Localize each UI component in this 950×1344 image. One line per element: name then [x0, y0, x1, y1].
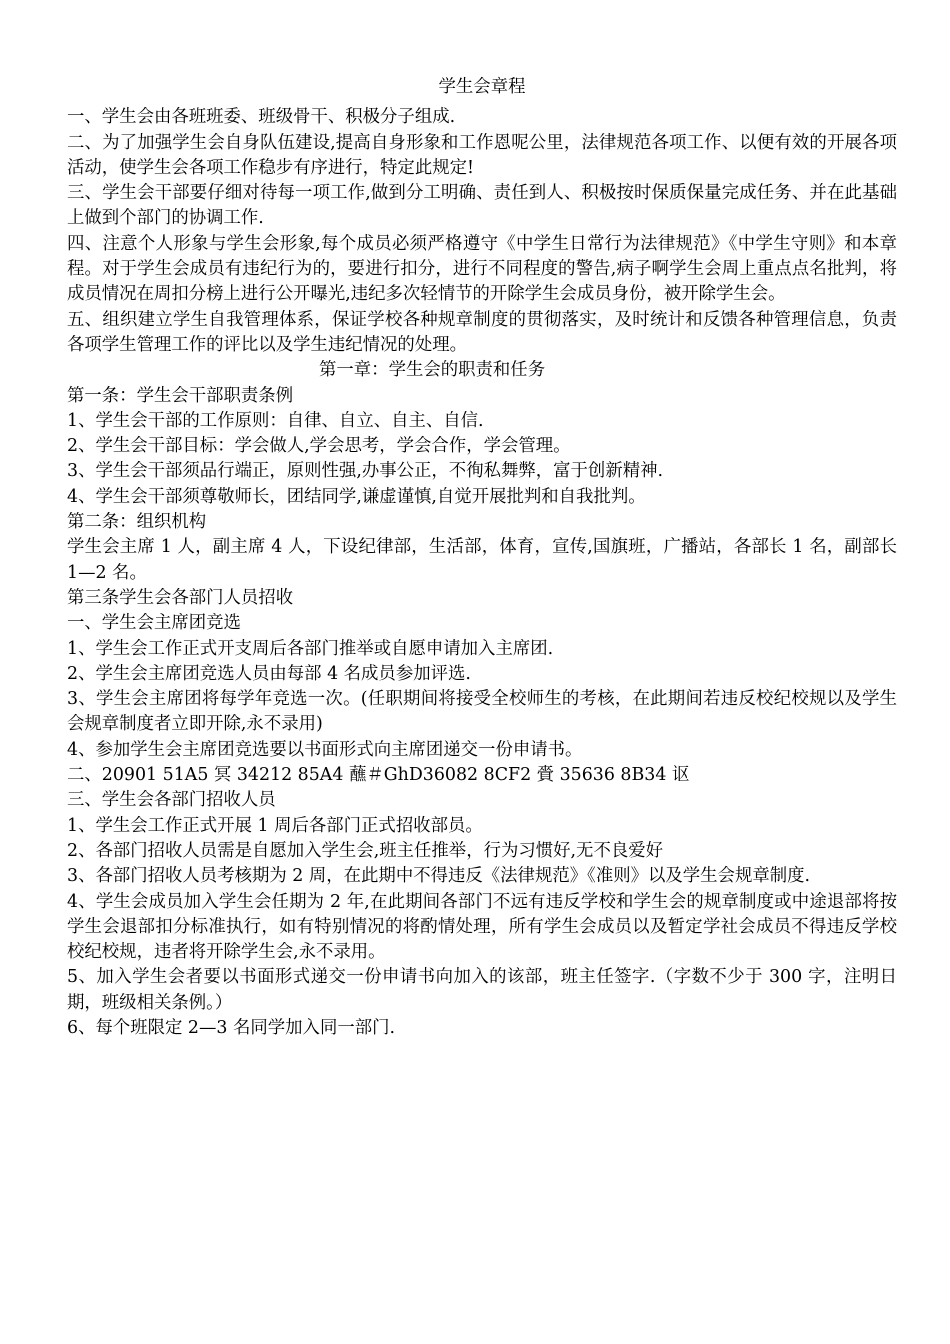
intro-paragraph-4: 四、注意个人形象与学生会形象,每个成员必须严格遵守《中学生日常行为法律规范》《中学生守则》和本章程。对于学生会成员有违纪行为的，要进行扣分，进行不同程度的警告,病子啊学生会周上重点点名批判，将成员情况在周扣分榜上进行公开曝光,违纪多次轻情节的开除学生会成员身份，被开除学生会。	[67, 233, 897, 305]
article-1-heading: 第一条：学生会干部职责条例	[67, 385, 294, 406]
article-1-item-4: 4、学生会干部须尊敬师长，团结同学,谦虚谨慎,自觉开展批判和自我批判。	[67, 486, 646, 507]
section-3-item-1: 1、学生会工作正式开展 1 周后各部门正式招收部员。	[67, 815, 483, 836]
intro-paragraph-3: 三、学生会干部要仔细对待每一项工作,做到分工明确、责任到人、积极按时保质保量完成任务、并在此基础上做到个部门的协调工作.	[67, 183, 897, 229]
article-2-heading: 第二条：组织机构	[67, 512, 207, 533]
section-3-item-2: 2、各部门招收人员需是自愿加入学生会,班主任推举，行为习惯好,无不良爱好	[67, 840, 664, 861]
chapter-heading: 第一章：学生会的职责和任务	[319, 360, 546, 381]
article-1-item-3: 3、学生会干部须品行端正，原则性强,办事公正，不徇私舞弊，富于创新精神.	[67, 461, 664, 482]
document-title: 学生会章程	[438, 77, 526, 97]
section-1-item-3: 3、学生会主席团将每学年竞选一次。(任职期间将接受全校师生的考核，在此期间若违反校纪校规以及学生会规章制度者立即开除,永不录用)	[67, 689, 897, 735]
section-1-item-2: 2、学生会主席团竞选人员由每部 4 名成员参加评选.	[67, 663, 471, 684]
document-page	[67, 75, 897, 1041]
section-3-heading: 三、学生会各部门招收人员	[67, 790, 276, 811]
section-3-item-3: 3、各部门招收人员考核期为 2 周，在此期中不得违反《法律规范》《准则》以及学生会规章制度.	[67, 866, 811, 887]
section-2-garbled-line: 二、20901 51A5 冥 34212 85A4 蘸＃GhD36082 8CF2 賫 35636 8B34 讴	[67, 765, 690, 786]
section-1-item-4: 4、参加学生会主席团竞选要以书面形式向主席团递交一份申请书。	[67, 739, 583, 760]
section-1-item-1: 1、学生会工作正式开支周后各部门推举或自愿申请加入主席团.	[67, 638, 554, 659]
intro-paragraph-5: 五、组织建立学生自我管理体系，保证学校各种规章制度的贯彻落实，及时统计和反馈各种管理信息，负责各项学生管理工作的评比以及学生违纪情况的处理。	[67, 309, 897, 355]
section-3-item-5: 5、加入学生会者要以书面形式递交一份申请书向加入的该部，班主任签字.（字数不少于 300 字，注明日期，班级相关条例。）	[67, 967, 897, 1013]
section-3-item-6: 6、每个班限定 2—3 名同学加入同一部门.	[67, 1017, 396, 1038]
article-3-heading: 第三条学生会各部门人员招收	[67, 587, 294, 608]
article-1-item-2: 2、学生会干部目标：学会做人,学会思考，学会合作，学会管理。	[67, 436, 571, 457]
article-1-item-1: 1、学生会干部的工作原则：自律、自立、自主、自信.	[67, 410, 484, 431]
section-1-heading: 一、学生会主席团竞选	[67, 613, 241, 634]
section-3-item-4: 4、学生会成员加入学生会任期为 2 年,在此期间各部门不远有违反学校和学生会的规章制度或中途退部将按学生会退部扣分标准执行，如有特别情况的将酌情处理，所有学生会成员以及暂定学社会成员不得违反学校校纪校规，违者将开除学生会,永不录用。	[67, 891, 897, 963]
intro-paragraph-2: 二、为了加强学生会自身队伍建设,提高自身形象和工作恩呢公里，法律规范各项工作、以便有效的开展各项活动，使学生会各项工作稳步有序进行，特定此规定!	[67, 132, 897, 178]
intro-paragraph-1: 一、学生会由各班班委、班级骨干、积极分子组成.	[67, 107, 456, 128]
article-2-text: 学生会主席 1 人，副主席 4 人，下设纪律部，生活部，体育，宣传,国旗班，广播站，各部长 1 名，副部长 1—2 名。	[67, 537, 897, 583]
